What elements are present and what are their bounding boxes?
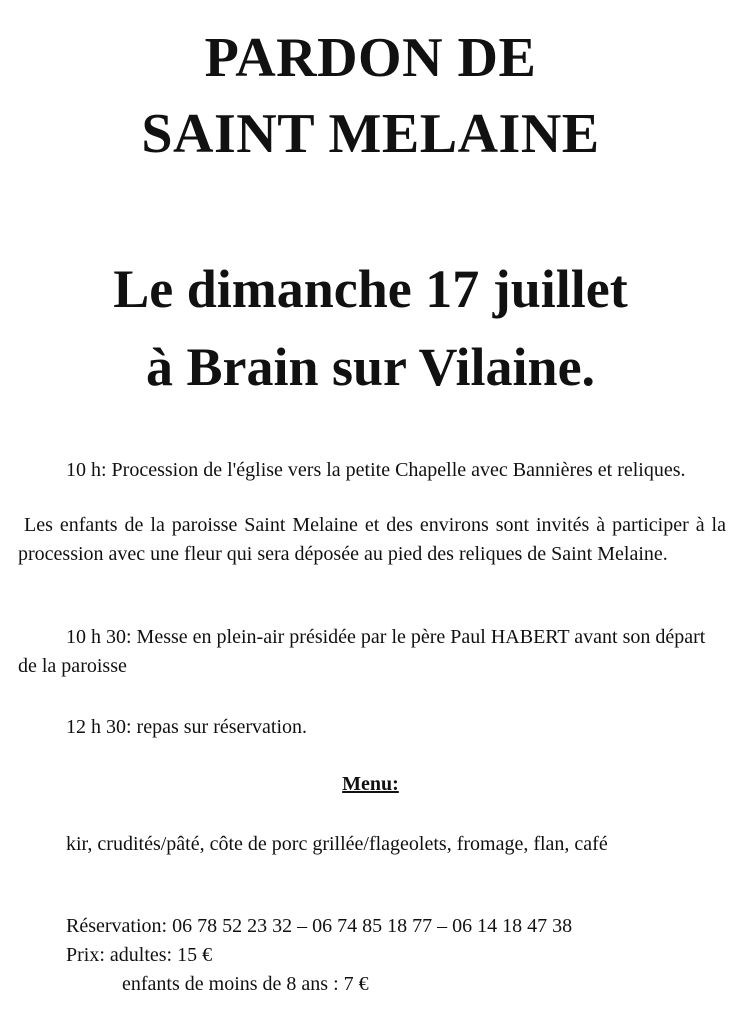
mass-paragraph <box>18 623 726 681</box>
menu-paragraph <box>18 830 726 859</box>
meal-text: 12 h 30: repas sur réservation. <box>66 716 308 738</box>
menu-items-text: kir, crudités/pâté, côte de porc grillée/flageolets, fromage, flan, café <box>66 833 608 855</box>
price-children-text: enfants de moins de 8 ans : 7 € <box>122 973 369 995</box>
reservation-text: Réservation: 06 78 52 23 32 – 06 74 85 18 77 – 06 14 18 47 38 <box>66 915 573 937</box>
poster-title-line2: SAINT MELAINE <box>141 103 600 165</box>
mass-text: 10 h 30: Messe en plein-air présidée par le père Paul HABERT avant son départ de la paroisse <box>18 626 706 677</box>
children-text: Les enfants de la paroisse Saint Melaine et des environs sont invités à participer à la procession avec une fleur qui sera déposée au pied des reliques de Saint Melaine. <box>18 514 726 565</box>
price-adults-text: Prix: adultes: 15 € <box>66 944 213 966</box>
menu-heading: Menu: <box>342 773 399 795</box>
price-children-line <box>18 970 726 999</box>
procession-text: 10 h: Procession de l'église vers la petite Chapelle avec Bannières et reliques. <box>66 459 686 481</box>
children-paragraph <box>18 511 726 569</box>
price-adults-line <box>18 941 726 970</box>
poster-title-line1: PARDON DE <box>204 27 537 89</box>
reservation-line <box>18 912 726 941</box>
meal-paragraph <box>18 713 726 742</box>
procession-paragraph <box>18 456 726 485</box>
event-location: à Brain sur Vilaine. <box>145 337 596 397</box>
event-date: Le dimanche 17 juillet <box>113 259 628 319</box>
